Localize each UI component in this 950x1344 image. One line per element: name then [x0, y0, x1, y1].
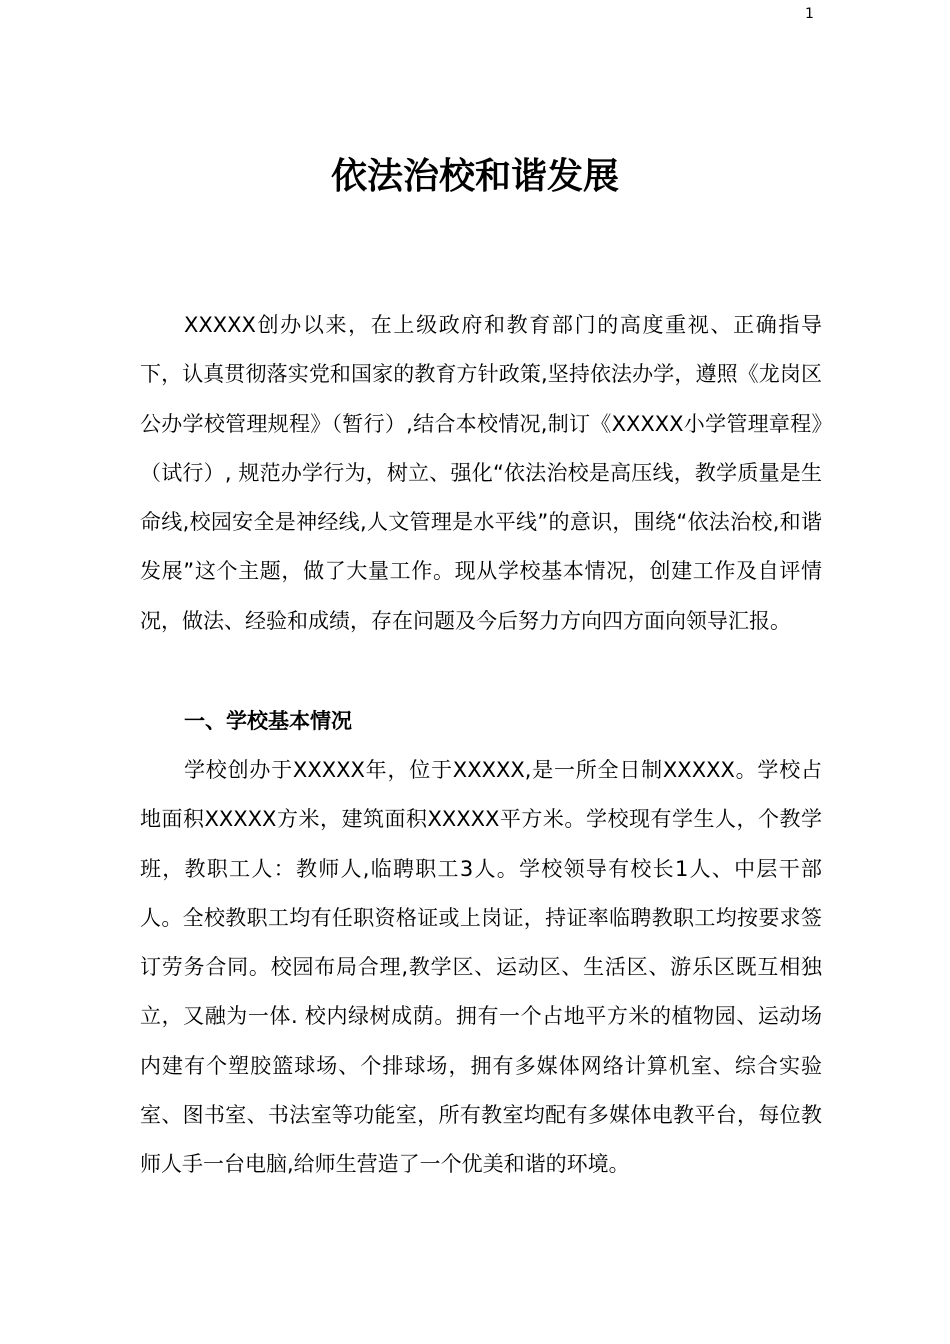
section-heading-basic-info: 一、学校基本情况 [184, 709, 352, 733]
section-paragraph-basic-info: 学校创办于XXXXX年，位于XXXXX,是一所全日制XXXXX。学校占地面积XXXXX方米，建筑面积XXXXX平方米。学校现有学生人，个教学班，教职工人：教师人,临聘职工3人。学校领导有校长1人、中层干部人。全校教职工均有任职资格证或上岗证，持证率临聘教职工均按要求签订劳务合同。校园布局合理,教学区、运动区、生活区、游乐区既互相独立，又融为一体. 校内绿树成荫。拥有一个占地平方米的植物园、运动场内建有个塑胶篮球场、个排球场，拥有多媒体网络计算机室、综合实验室、图书室、书法室等功能室，所有教室均配有多媒体电教平台，每位教师人手一台电脑,给师生营造了一个优美和谐的环境。 [140, 758, 822, 1177]
intro-paragraph: XXXXX创办以来，在上级政府和教育部门的高度重视、正确指导下，认真贯彻落实党和国家的教育方针政策,坚持依法办学，遵照《龙岗区公办学校管理规程》（暂行）,结合本校情况,制订《XXXXX小学管理章程》（试行）, 规范办学行为，树立、强化“依法治校是高压线，教学质量是生命线,校园安全是神经线,人文管理是水平线”的意识，围绕“依法治校,和谐发展”这个主题，做了大量工作。现从学校基本情况，创建工作及自评情况，做法、经验和成绩，存在问题及今后努力方向四方面向领导汇报。 [140, 313, 822, 633]
document-title: 依法治校和谐发展 [330, 156, 619, 197]
page-number: 1 [805, 6, 814, 22]
